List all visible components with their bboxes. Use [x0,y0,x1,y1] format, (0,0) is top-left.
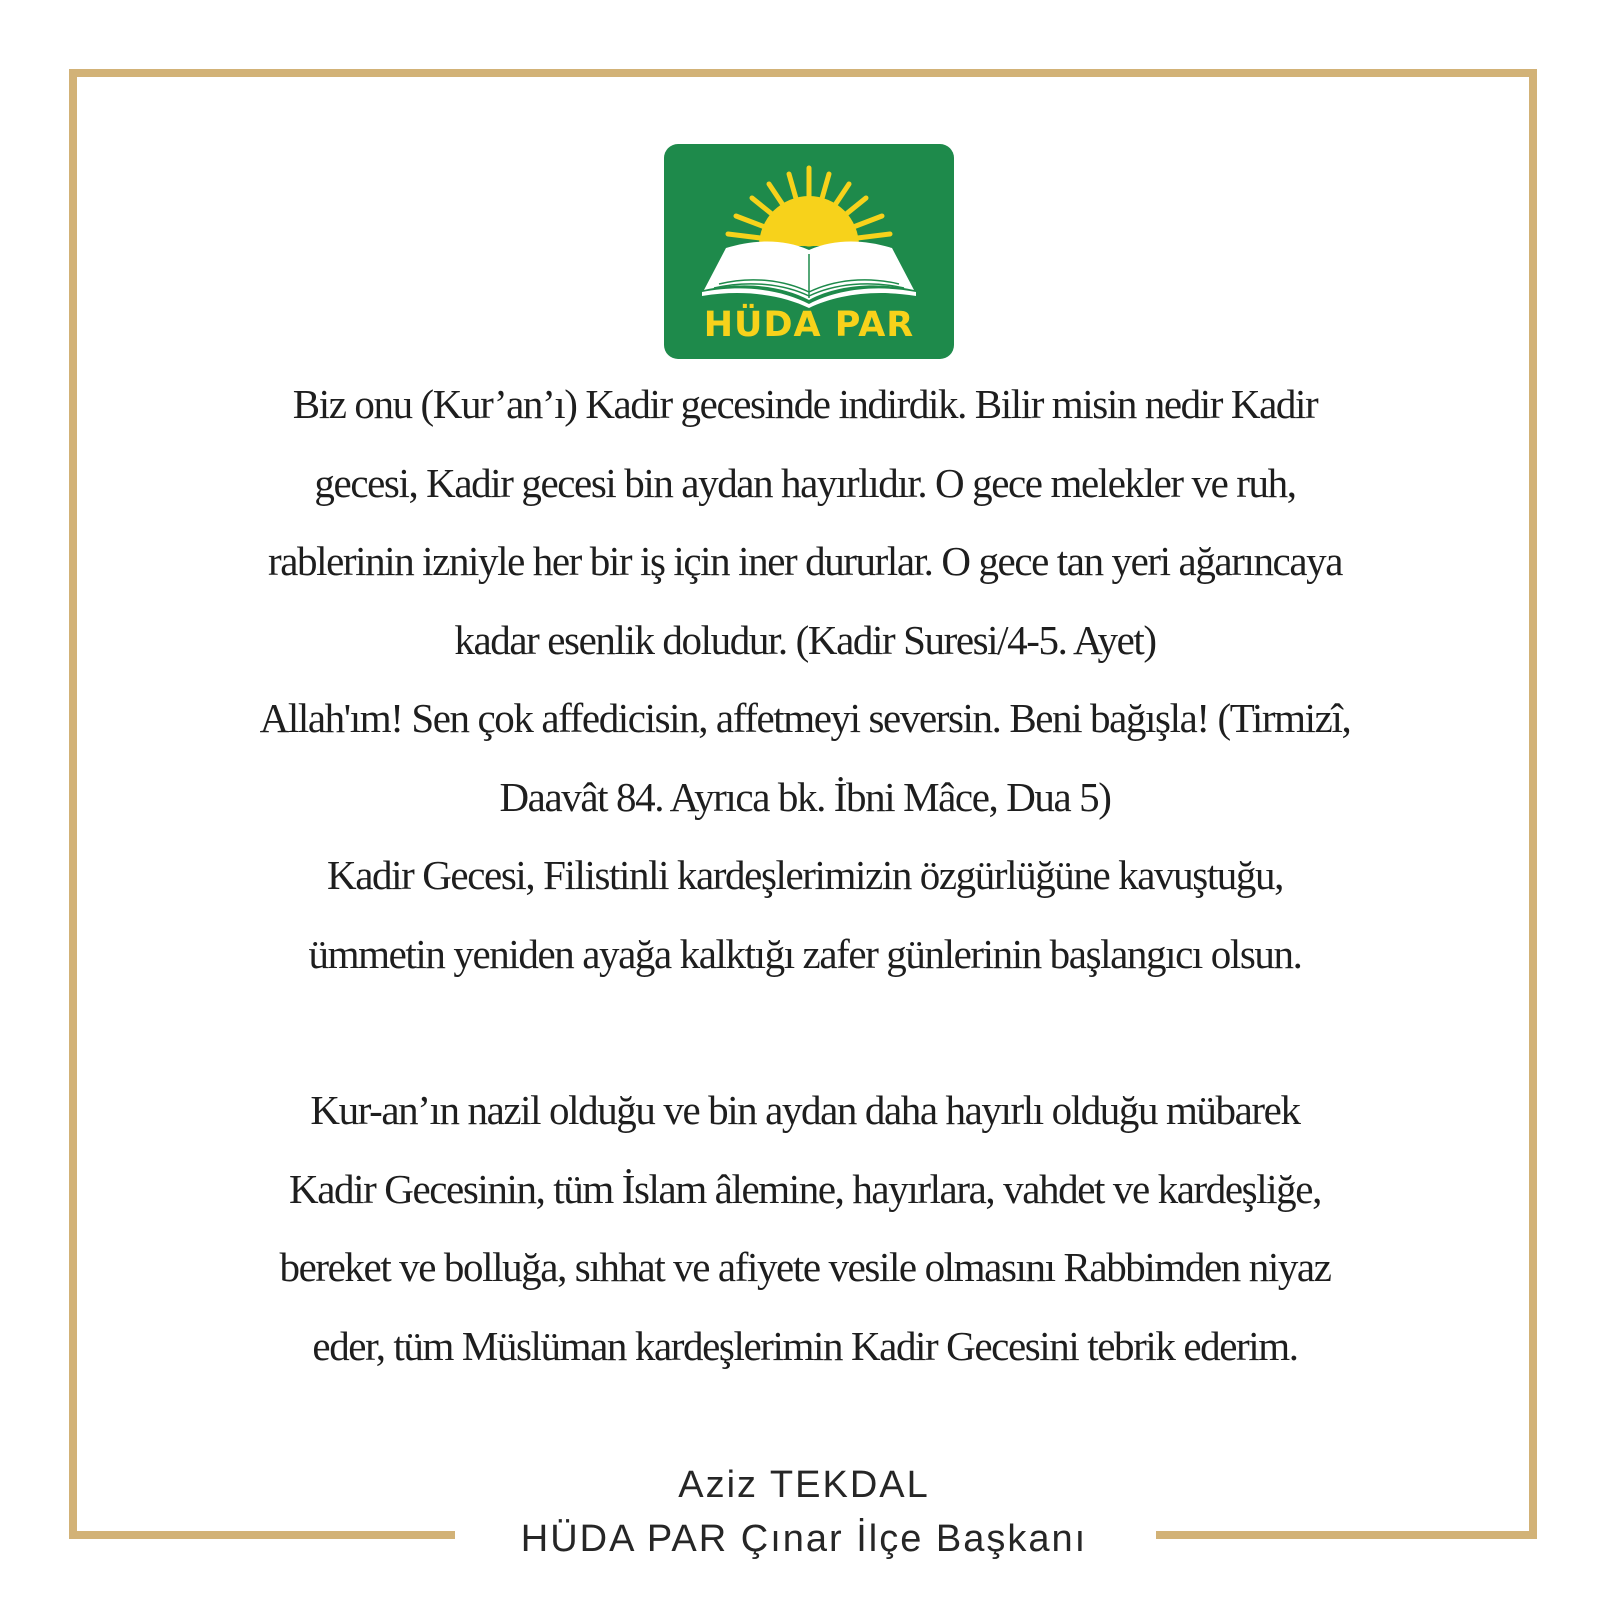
prayer-line: Daavât 84. Ayrıca bk. İbni Mâce, Dua 5) [499,773,1111,820]
huda-par-logo [664,144,954,359]
verse-line: Biz onu (Kur’an’ı) Kadir gecesinde indirdik. Bilir misin nedir Kadir [292,381,1318,427]
message-line: bereket ve bolluğa, sıhhat ve afiyete vesile olmasını Rabbimden niyaz [279,1244,1331,1290]
verse-line: gecesi, Kadir gecesi bin aydan hayırlıdır. O gece melekler ve ruh, [314,459,1296,506]
wish-line: ümmetin yeniden ayağa kalktığı zafer günlerinin başlangıcı olsun. [308,930,1302,977]
signature-block [400,1458,1208,1566]
frame-bottom-left-border [69,1531,455,1539]
paragraph-spacer [200,993,1410,1071]
prayer-line: Allah'ım! Sen çok affedicisin, affetmeyi seversin. Beni bağışla! (Tirmizî, [259,695,1351,741]
message-line: eder, tüm Müslüman kardeşlerimin Kadir Gecesini tebrik ederim. [312,1322,1298,1369]
signature-name: Aziz TEKDAL [678,1464,930,1506]
verse-line: kadar esenlik doludur. (Kadir Suresi/4-5. Ayet) [454,616,1156,663]
message-body [200,365,1410,1385]
signature-title: HÜDA PAR Çınar İlçe Başkanı [520,1518,1088,1560]
frame-bottom-right-border [1156,1531,1537,1539]
frame-right-border [1529,69,1537,1539]
message-line: Kadir Gecesinin, tüm İslam âlemine, hayırlara, vahdet ve kardeşliğe, [289,1165,1321,1212]
wish-line: Kadir Gecesi, Filistinli kardeşlerimizin özgürlüğüne kavuştuğu, [327,852,1283,898]
frame-left-border [69,69,77,1539]
verse-line: rablerinin izniyle her bir iş için iner dururlar. O gece tan yeri ağarıncaya [267,538,1343,584]
logo-text: HÜDA PAR [703,305,915,345]
message-line: Kur-an’ın nazil olduğu ve bin aydan daha hayırlı olduğu mübarek [310,1087,1300,1133]
frame-top-border [69,69,1537,77]
